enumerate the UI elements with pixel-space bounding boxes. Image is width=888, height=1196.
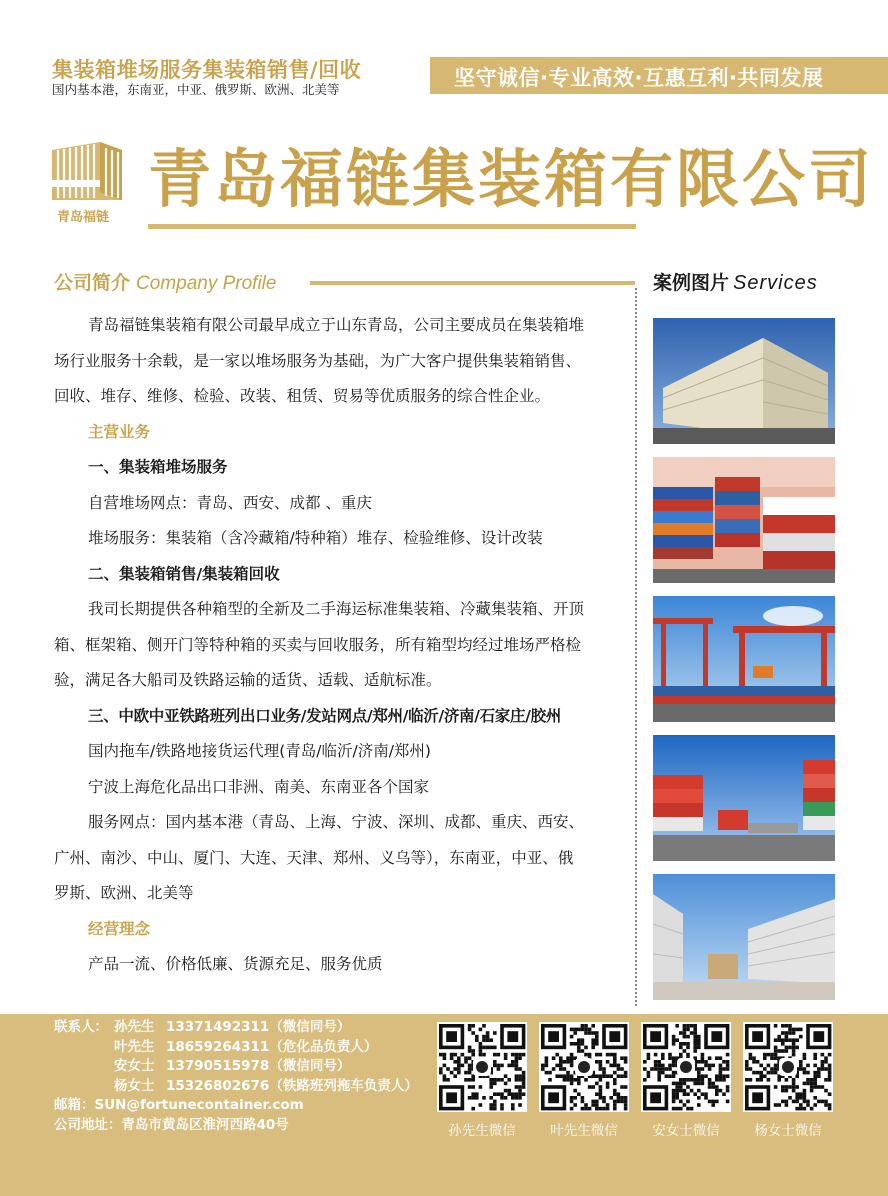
- contact-label: 联系人：: [54, 1019, 108, 1035]
- contact-phone[interactable]: 15326802676: [166, 1077, 270, 1094]
- section-3-line: 服务网点：国内基本港（青岛、上海、宁波、深圳、成都、重庆、西安、: [88, 813, 585, 831]
- section-1-line: 堆场服务：集装箱（含冷藏箱/特种箱）堆存、检验维修、设计改装: [88, 529, 543, 547]
- section-2-title: 二、集装箱销售/集装箱回收: [88, 564, 280, 583]
- qr-code-icon: [743, 1022, 833, 1112]
- qr-caption: 安女士微信: [652, 1123, 720, 1139]
- qr-code-icon: [539, 1022, 629, 1112]
- contact-info: [54, 1018, 418, 1135]
- section-3-line: 宁波上海危化品出口非洲、南美、东南亚各个国家: [88, 777, 430, 796]
- section-2-line: 我司长期提供各种箱型的全新及二手海运标准集装箱、冷藏集装箱、开顶: [88, 600, 585, 618]
- section-3-line: 国内拖车/铁路地接货运代理(青岛/临沂/济南/郑州): [88, 742, 431, 760]
- contact-phone[interactable]: 13371492311: [166, 1019, 270, 1035]
- case-photo-reefer-containers: [653, 874, 835, 1000]
- qr-code-icon: [437, 1022, 527, 1112]
- contact-email[interactable]: 邮箱：SUN@fortunecontainer.com: [54, 1097, 304, 1113]
- qr-caption: 孙先生微信: [448, 1123, 516, 1139]
- company-name: 青岛福链集装箱有限公司: [148, 143, 874, 216]
- profile-title-cn: 公司简介: [54, 272, 131, 294]
- container-logo-icon: [52, 142, 122, 200]
- services-title-cn: 案例图片: [653, 272, 730, 294]
- contact-name: 杨女士: [114, 1077, 155, 1094]
- services-title-en: Services: [733, 272, 818, 294]
- profile-title-en: Company Profile: [136, 273, 277, 294]
- case-photo-gantry-crane: [653, 596, 835, 722]
- contact-name: 安女士: [114, 1058, 155, 1074]
- contact-note: （铁路班列拖车负责人）: [269, 1077, 418, 1094]
- slogan-bar: [430, 57, 888, 94]
- main-business-title: 主营业务: [88, 422, 151, 441]
- case-photo-container-stacks: [653, 318, 835, 444]
- intro-line: 青岛福链集装箱有限公司最早成立于山东青岛，公司主要成员在集装箱堆: [88, 316, 585, 334]
- case-photo-container-yard: [653, 735, 835, 861]
- contact-note: （危化品负责人）: [269, 1038, 378, 1055]
- section-3-line: 广州、南沙、中山、厦门、大连、天津、郑州、义乌等），东南亚，中亚、俄: [54, 848, 574, 867]
- qr-caption: 叶先生微信: [550, 1123, 618, 1139]
- section-1-line: 自营堆场网点：青岛、西安、成都 、重庆: [88, 493, 372, 512]
- philosophy-title: 经营理念: [88, 919, 151, 938]
- section-2-line: 验，满足各大船司及铁路运输的适货、适载、适航标准。: [54, 671, 442, 689]
- section-2-line: 箱、框架箱、侧开门等特种箱的买卖与回收服务，所有箱型均经过堆场严格检: [54, 635, 582, 654]
- case-photo-port-containers: [653, 457, 835, 583]
- contact-address: 公司地址：青岛市黄岛区淮河西路40号: [54, 1116, 289, 1133]
- profile-body: [54, 308, 626, 983]
- intro-line: 回收、堆存、维修、检验、改装、租赁、贸易等优质服务的综合性企业。: [54, 387, 551, 405]
- section-3-line: 罗斯、欧洲、北美等: [54, 884, 194, 902]
- contact-note: （微信同号）: [269, 1058, 351, 1074]
- contact-phone[interactable]: 13790515978: [166, 1058, 270, 1074]
- philosophy-text: 产品一流、价格低廉、货源充足、服务优质: [88, 955, 383, 973]
- services-heading: [653, 268, 818, 295]
- qr-caption: 杨女士微信: [754, 1123, 822, 1139]
- column-divider: [635, 288, 637, 1006]
- contact-name: 叶先生: [114, 1038, 155, 1055]
- contact-note: （微信同号）: [269, 1019, 351, 1035]
- section-3-title: 三、中欧中亚铁路班列出口业务/发站网点/郑州/临沂/济南/石家庄/胶州: [88, 706, 561, 725]
- section-1-title: 一、集装箱堆场服务: [88, 458, 228, 476]
- header-subtitle: 国内基本港，东南亚，中亚、俄罗斯、欧洲、北美等: [52, 82, 340, 97]
- contact-phone[interactable]: 18659264311: [166, 1038, 270, 1055]
- contact-name: 孙先生: [114, 1019, 155, 1035]
- divider: [310, 281, 635, 285]
- profile-heading: [54, 268, 276, 294]
- intro-line: 场行业服务十余载，是一家以堆场服务为基础，为广大客户提供集装箱销售、: [54, 351, 582, 370]
- slogan-text: 坚守诚信·专业高效·互惠互利·共同发展: [454, 66, 824, 90]
- logo-caption: 青岛福链: [57, 210, 110, 225]
- header-title: 集装箱堆场服务集装箱销售/回收: [52, 58, 362, 82]
- qr-code-icon: [641, 1022, 731, 1112]
- divider: [148, 224, 636, 229]
